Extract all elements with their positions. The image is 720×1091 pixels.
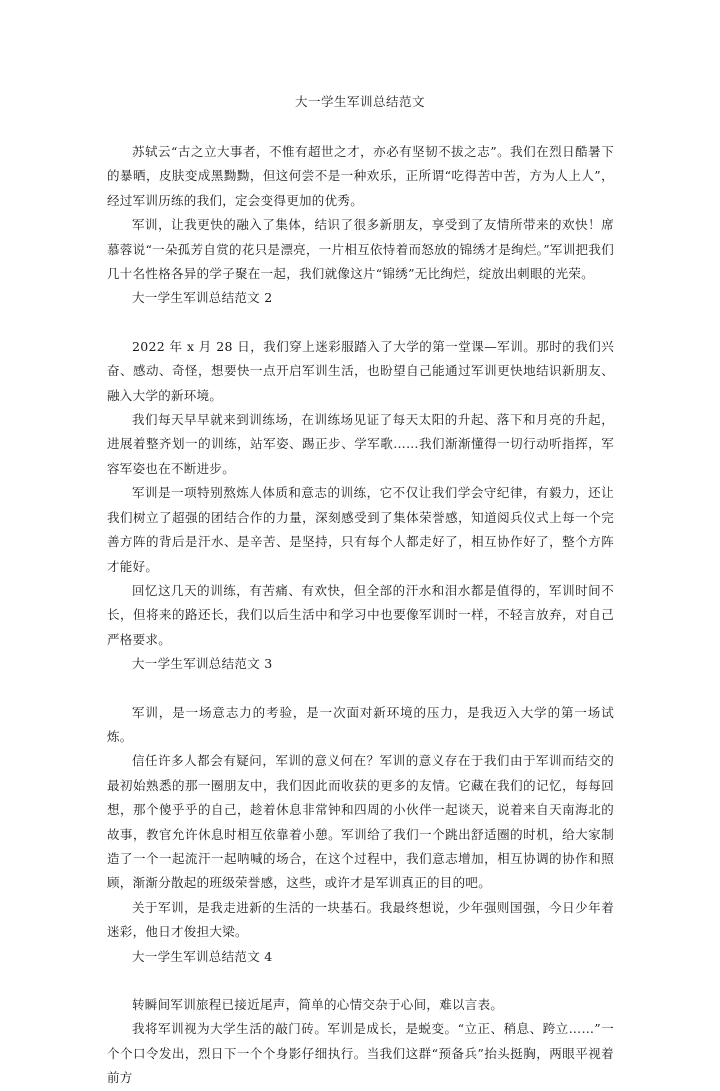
- document-title: 大一学生军训总结范文: [294, 94, 425, 109]
- document-body: [107, 140, 614, 1091]
- paragraph: 军训，让我更快的融入了集体，结识了很多新朋友，享受到了友情所带来的欢快！席慕蓉说“一朵孤芳自赏的花只是漂亮，一片相互依恃着而怒放的锦绣才是绚烂。”军训把我们几十名性格各异的学子聚在一起，我们就像这片“锦绣”无比绚烂，绽放出刺眼的光荣。: [107, 217, 614, 282]
- paragraph: 信任许多人都会有疑问，军训的意义何在？军训的意义存在于我们由于军训而结交的最初始熟悉的那一圈朋友中，我们因此而收获的更多的友情。它藏在我们的记忆，每每回想，那个傻乎乎的自己，趁着休息非常钟和四周的小伙伴一起谈天，说着来自天南海北的故事，教官允许休息时相互依靠着小憩。军训给了我们一个跳出舒适圈的时机，给大家制造了一个一起流汗一起呐喊的场合，在这个过程中，我们意志增加，相互协调的协作和照顾，渐渐分散起的班级荣誉感，这些，或许才是军训真正的目的吧。: [107, 753, 614, 891]
- paragraph: 关于军训，是我走进新的生活的一块基石。我最终想说，少年强则国强，今日少年着迷彩，他日才俊担大梁。: [107, 899, 614, 940]
- paragraph: 军训，是一场意志力的考验，是一次面对新环境的压力，是我迈入大学的第一场试炼。: [107, 704, 614, 744]
- paragraph: 转瞬间军训旅程已接近尾声，简单的心情交杂于心间，难以言表。: [132, 997, 504, 1012]
- section-heading: 大一学生军训总结范文 2: [132, 290, 273, 306]
- section-3: [107, 652, 614, 944]
- paragraph: 我将军训视为大学生活的敲门砖。军训是成长，是蜕变。“立正、稍息、跨立……”一个个口令发出，烈日下一个个身影仔细执行。当我们这群“预备兵”抬头挺胸，两眼平视着前方: [107, 1021, 614, 1086]
- paragraph: 2022 年 x 月 28 日，我们穿上迷彩服踏入了大学的第一堂课—军训。那时的我们兴奋、感动、奇怪，想要快一点开启军训生活，也盼望自己能通过军训更快地结识新朋友、融入大学的新环境。: [107, 338, 614, 403]
- section-heading: 大一学生军训总结范文 4: [132, 948, 273, 964]
- section-2: [107, 286, 614, 652]
- paragraph: 军训是一项特别熬炼人体质和意志的训练，它不仅让我们学会守纪律，有毅力，还让我们树立了超强的团结合作的力量，深刻感受到了集体荣誉感，知道阅兵仪式上每一个完善方阵的背后是汗水、是辛苦、是坚持，只有每个人都走好了，相互协作好了，整个方阵才能好。: [107, 485, 614, 574]
- section-1: [107, 140, 614, 286]
- paragraph: 苏轼云“古之立大事者，不惟有超世之才，亦必有坚韧不拔之志”。我们在烈日酷暑下的暴晒，皮肤变成黑黝黝，但这何尝不是一种欢乐，正所谓“吃得苦中苦，方为人上人”，经过军训历练的我们，定会变得更加的优秀。: [107, 144, 614, 208]
- spacer: [107, 677, 614, 701]
- paragraph: 回忆这几天的训练，有苦痛、有欢快，但全部的汗水和泪水都是值得的，军训时间不长，但将来的路还长，我们以后生活中和学习中也要像军训时一样，不轻言放弃，对自己严格要求。: [107, 582, 614, 647]
- section-heading: 大一学生军训总结范文 3: [132, 656, 273, 672]
- spacer: [107, 311, 614, 335]
- spacer: [107, 969, 614, 993]
- paragraph: 我们每天早早就来到训练场，在训练场见证了每天太阳的升起、落下和月亮的升起，进展着整齐划一的训练，站军姿、踢正步、学军歌……我们渐渐懂得一切行动听指挥，军容军姿也在不断进步。: [107, 412, 614, 476]
